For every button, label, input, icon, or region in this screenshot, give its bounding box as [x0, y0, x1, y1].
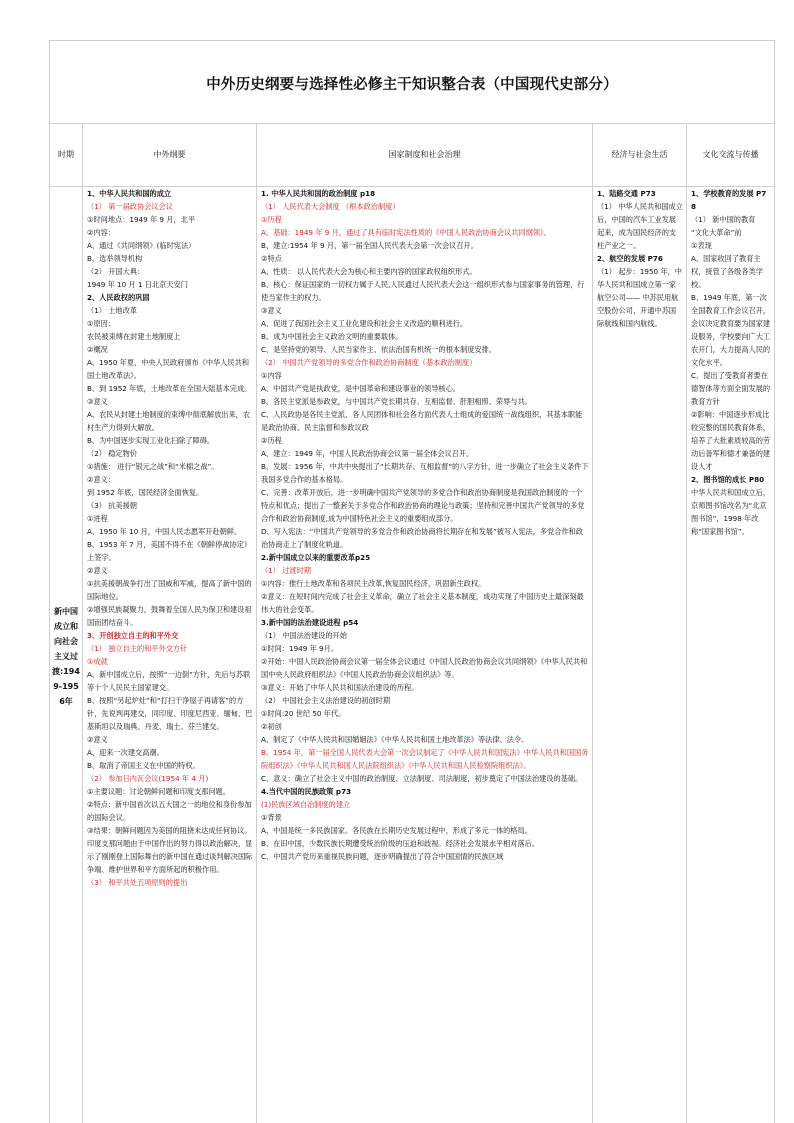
outline-line: A、1950 年 10 月，中国人民志愿军开赴朝鲜。 [87, 527, 242, 536]
outline-line: （3） 和平共处五项原则的提出 [87, 878, 188, 887]
governance-line: C、意义：确立了社会主义中国的政治制度、立法制度、司法制度，初步奠定了中国法治建设的基础。 [261, 774, 583, 783]
governance-line: B、1954 年，第一届全国人民代表大会第一次会议制定了《中华人民共和国宪法》中华人民共和国国务院组织法》《中华人民共和国人民法院组织法》《中华人民共和国人民检察院组织法》。 [261, 748, 589, 770]
governance-line: ①内容 [261, 371, 282, 380]
outline-line: A、新中国成立后，按照“一边倒”方针，先后与苏联等十个人民民主国家建交。 [87, 670, 251, 692]
governance-line: ②历程 [261, 436, 282, 445]
culture-cell [687, 186, 774, 1123]
culture-line: C、提出了受教育者要在德智体等方面全面发展的教育方针 [691, 371, 771, 406]
header-row [50, 123, 774, 187]
governance-line: 1. 中华人民共和国的政治制度 p18 [261, 189, 376, 198]
body-row [50, 186, 774, 1123]
governance-line: A、性质： 以人民代表大会为核心和主要内容的国家政权组织形式。 [261, 267, 477, 276]
governance-line: C、是坚持党的领导、人民当家作主、依法治国有机统一的根本制度安排。 [261, 345, 497, 354]
governance-line: A、中国是统一多民族国家。各民族在长期历史发展过程中，形成了多元一体的格局。 [261, 826, 532, 835]
title-row [50, 41, 774, 124]
outline-line: A、农民从封建土地制度的束缚中彻底解放出来，农村生产力得到大解放。 [87, 410, 251, 432]
period-cell [50, 186, 83, 1123]
header-period: 时期 [50, 123, 83, 186]
governance-line: ③意义 [261, 306, 282, 315]
governance-line: （2） 中国共产党领导的多党合作和政治协商制度（基本政治制度） [261, 358, 477, 367]
culture-line: ②影响：中国逐步形成比较完整的国民教育体系，培养了大批素质较高的劳动后备军和德才兼备的建设人才 [691, 410, 771, 471]
governance-line: 3.新中国的法治建设进程 p54 [261, 618, 359, 627]
outline-line: A、通过《共同纲领》(临时宪法） [87, 241, 196, 250]
outline-line: 1949 年 10 月 1 日北京天安门 [87, 280, 188, 289]
governance-line: ②初创 [261, 722, 282, 731]
culture-line: （1） 新中国的教育 [691, 215, 756, 224]
governance-line: B、成为中国社会主义政治文明的重要载体。 [261, 332, 403, 341]
outline-line: ②增强民族凝聚力，鼓舞着全国人民为保卫和建设祖国而团结奋斗。 [87, 605, 252, 627]
outline-line: （2） 稳定物价 [87, 449, 137, 458]
governance-line: (1)民族区域自治制度的建立 [261, 800, 351, 809]
header-economy: 经济与社会生活 [593, 123, 687, 186]
outline-line: ②意义 [87, 735, 108, 744]
outline-line: B、按照“另起炉灶”和“打扫干净屋子再请客”的方针，先说判再建交，同印度、印度尼西亚、缅甸、巴基斯坦以及瑞典、丹麦、瑞士、芬兰建交。 [87, 696, 253, 731]
outline-line: ①成就 [87, 657, 108, 666]
outline-line: （1） 独立自主的和平外交方针 [87, 644, 188, 653]
governance-line: ②意义：在短时间内完成了社会主义革命，确立了社会主义基本制度，成功实现了中国历史上最深刻最伟大的社会变革。 [261, 592, 584, 614]
outline-line: （1） 第一届政协会议会议 [87, 202, 173, 211]
page-title: 中外历史纲要与选择性必修主干知识整合表（中国现代史部分） [206, 77, 618, 93]
governance-line: B、各民主党派是参政党，与中国共产党长期共存、互相监督、肝胆相照、荣辱与共。 [261, 397, 532, 406]
outline-cell [83, 186, 257, 1123]
outline-line: B、到 1952 年底，土地改革在全国大陆基本完成。 [87, 384, 252, 393]
outline-line: 到 1952 年底，国民经济全面恢复。 [87, 488, 204, 497]
governance-line: C、人民政协是各民主党派、各人民团体和社会各方面代表人士组成的爱国统一战线组织，其基本职能是政治协商、民主监督和参政议政 [261, 410, 583, 432]
culture-line: A、国家收回了教育主权，接管了各级各类学校。 [691, 254, 763, 289]
outline-line: ①主要议题：讨论朝鲜问题和印度支那问题。 [87, 787, 231, 796]
outline-line: ②意义： [87, 475, 116, 484]
governance-line: ①时间:20 世纪 50 年代。 [261, 709, 346, 718]
outline-line: B、为中国逐步实现工业化扫除了障碍。 [87, 436, 215, 445]
culture-line: 中华人民共和国成立后，京师图书馆改名为“北京图书馆”，1998 年改称“国家图书馆”。 [691, 488, 771, 536]
outline-line: （3） 抗美援朝 [87, 501, 137, 510]
governance-line: B、发展：1956 年，中共中央提出了“长期共存、互相监督”的八字方针，进一步确立了社会主义条件下我国多党合作的基本格局。 [261, 462, 589, 484]
economy-cell [593, 186, 687, 1123]
culture-line: “文化大革命”前 [691, 228, 742, 237]
outline-line: ③意义 [87, 397, 108, 406]
governance-line: B、核心：保证国家的一切权力属于人民,人民通过人民代表大会这一组织形式参与国家事务的管理，行使当家作主的权力。 [261, 280, 585, 302]
header-culture: 文化交流与传播 [702, 150, 759, 159]
culture-line: ①表现 [691, 241, 712, 250]
outline-line: 农民被束缚在封建土地制度上 [87, 332, 181, 341]
governance-line: （1） 过渡时期 [261, 566, 311, 575]
governance-line: ①时间：1949 年 9月。 [261, 644, 339, 653]
governance-line: ②特点 [261, 254, 282, 263]
document-table [49, 40, 775, 1123]
outline-line: 2、人民政权的巩固 [87, 293, 150, 302]
outline-line: ②特点：新中国首次以五大国之一的地位和身份参加的国际会议。 [87, 800, 252, 822]
governance-line: ①背景 [261, 813, 282, 822]
governance-line: A、促进了我国社会主义工业化建设和社会主义改造的顺利进行。 [261, 319, 468, 328]
outline-line: ②概况 [87, 345, 108, 354]
governance-line: A、中国共产党是执政党，是中国革命和建设事业的领导核心。 [261, 384, 460, 393]
governance-line: 2.新中国成立以来的重要改革p25 [261, 553, 371, 562]
outline-line: （1） 土地改革 [87, 306, 137, 315]
outline-line: ①原因： [87, 319, 116, 328]
governance-line: B、建立:1954 年 9 月，第一届全国人民代表大会第一次会议召开。 [261, 241, 478, 250]
economy-line: 1、陆路交通 P73 [597, 189, 656, 198]
governance-line: （1） 人民代表大会制度 （根本政治制度） [261, 202, 400, 211]
outline-line: B、1953 年 7 月，美国不得不在《朝鲜停战协定》上签字。 [87, 540, 252, 562]
governance-line: 4.当代中国的民族政策 p73 [261, 787, 352, 796]
header-outline: 中外纲要 [83, 123, 257, 186]
governance-line: ③意义：开始了中华人民共和国法治建设的历程。 [261, 683, 419, 692]
outline-line: A、1950 年夏，中央人民政府颁布《中华人民共和国土地改革法》。 [87, 358, 250, 380]
outline-line: 1、中华人民共和国的成立 [87, 189, 172, 198]
governance-line: （1） 中国法治建设的开始 [261, 631, 347, 640]
economy-line: 2、航空的发展 P76 [597, 254, 663, 263]
outline-line: （2） 开国大典： [87, 267, 145, 276]
outline-line: A、迎来一次建交高潮。 [87, 748, 164, 757]
governance-line: A、制定了《中华人民共和国婚姻法》《中华人民共和国土地改革法》等法律、法令。 [261, 735, 529, 744]
economy-line: （1） 起步：1950 年，中华人民共和国成立第一家航空公司—— 中苏民用航空股份公司，开通中苏国际航线和国内航线。 [597, 267, 682, 328]
outline-line: ②内容： [87, 228, 116, 237]
governance-line: ②开始：中国人民政治协商会议第一届全体会议通过《中国人民政治协商会议共同纲领》《中华人民共和国中央人民政府组织法》《中国人民政治协商会议组织法》等。 [261, 657, 588, 679]
governance-line: C、中国共产党历来重视民族问题，逐步明确提出了符合中国国情的民族区域 [261, 852, 504, 861]
governance-line: D、写入宪法：“中国共产党领导的多党合作和政治协商将长期存在和发展”被写入宪法，多党合作和政治协商走上了制度化轨道。 [261, 527, 584, 549]
outline-line: B、选举领导机构 [87, 254, 143, 263]
governance-line: C、完善：改革开放后，进一步明确中国共产党领导的多党合作和政治协商制度是我国政治制度的一个特点和优点；提出了一整套关于多党合作和政治协商的理论与政策；坚持和完善中国共产党领导的多党合作和政治协商制度,成为中国特色社会主义的重要组成部分。 [261, 488, 585, 523]
governance-line: A、建立：1949 年，中国人民政治协商会议第一届全体会议召开。 [261, 449, 474, 458]
period-label: 新中国成立和向社会主义过渡:1949-1956年 [52, 606, 80, 706]
governance-line: B、在旧中国，少数民族长期遭受统治阶级的压迫和歧视。经济社会发展水平相对落后。 [261, 839, 540, 848]
economy-line: （1） 中华人民共和国成立后，中国的汽车工业发展起来，成为国民经济的支柱产业之一。 [597, 202, 683, 250]
governance-line: ①内容：推行土地改革和各项民主改革,恢复国民经济，巩固新生政权。 [261, 579, 486, 588]
governance-line: A、基础：1949 年 9 月，通过了具有临时宪法性质的《中国人民政治协商会议共同纲领》。 [261, 228, 551, 237]
outline-line: ③结果：朝鲜问题因为美国的阻挠未达成任何协议。印度支那问题由于中国作出的努力得以政治解决，显示了刚刚登上国际舞台的新中国在通过谈判解决国际争端、维护世界和平方面所起的积极作用。 [87, 826, 253, 874]
outline-line: ①进程 [87, 514, 108, 523]
governance-cell [257, 186, 593, 1123]
outline-line: 3、开创独立自主的和平外交 [87, 631, 179, 640]
outline-line: ①时间地点：1949 年 9 月，北平 [87, 215, 196, 224]
outline-line: （2） 参加日内瓦会议(1954 年 4 月) [87, 774, 209, 783]
governance-line: ①历程 [261, 215, 282, 224]
outline-line: B、取消了帝国主义在中国的特权。 [87, 761, 200, 770]
governance-line: （2） 中国社会主义法治建设的初创时期 [261, 696, 391, 705]
header-governance: 国家制度和社会治理 [257, 123, 593, 186]
culture-line: 1、学校教育的发展 P78 [691, 189, 767, 211]
outline-line: ②意义 [87, 566, 108, 575]
culture-line: 2、图书馆的成长 P80 [691, 475, 765, 484]
outline-line: ①抗美援朝战争打出了国威和军威，提高了新中国的国际地位。 [87, 579, 252, 601]
culture-line: B、1949 年底，第一次全国教育工作会议召开，会议决定教育要为国家建设服务，学校要向广大工农开门，大力提高人民的文化水平。 [691, 293, 771, 367]
outline-line: ①措施： 进行“银元之战”和“米棉之战”。 [87, 462, 219, 471]
